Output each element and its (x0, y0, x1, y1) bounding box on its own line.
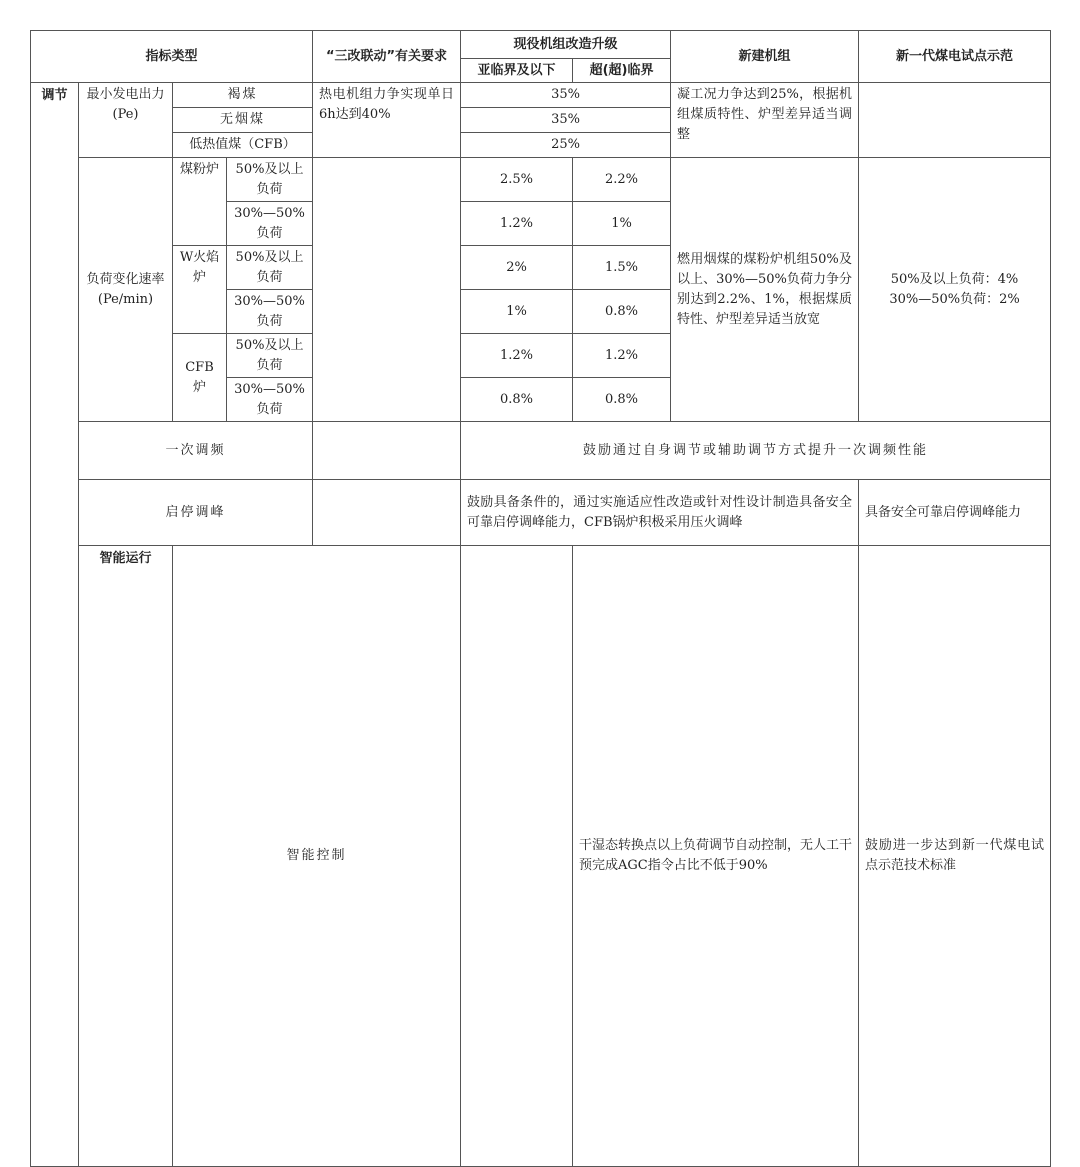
header-subcritical: 亚临界及以下 (461, 59, 573, 83)
load-level: 50%及以上负荷 (227, 334, 313, 378)
header-three-reforms: “三改联动”有关要求 (313, 31, 461, 83)
coal-type-lignite: 褐煤 (173, 83, 313, 108)
load-level: 30%—50%负荷 (227, 202, 313, 246)
smart-control-label: 智能控制 (173, 546, 461, 1167)
coal-type-low-heat: 低热值煤（CFB） (173, 133, 313, 158)
section-regulation: 调节 (31, 83, 79, 1167)
load-level: 50%及以上负荷 (227, 158, 313, 202)
primary-freq-label: 一次调频 (79, 422, 313, 480)
rate-sub: 1.2% (461, 334, 573, 378)
min-output-new-units: 凝工况力争达到25%，根据机组煤质特性、炉型差异适当调整 (671, 83, 859, 158)
boiler-w-flame: W火焰炉 (173, 246, 227, 334)
next-gen-rate-high: 50%及以上负荷：4% (890, 271, 1019, 287)
rate-sub: 2.5% (461, 158, 573, 202)
header-indicator-type: 指标类型 (31, 31, 313, 83)
load-rate-new-units: 燃用烟煤的煤粉炉机组50%及以上、30%—50%负荷力争分别达到2.2%、1%，根据煤质特性、炉型差异适当放宽 (671, 158, 859, 422)
boiler-cfb: CFB炉 (173, 334, 227, 422)
smart-three-reforms (461, 546, 573, 1167)
rate-super: 0.8% (573, 378, 671, 422)
min-output-value-lignite: 35% (461, 83, 671, 108)
coal-power-indicator-table (30, 30, 1051, 1167)
start-stop-text: 鼓励具备条件的，通过实施适应性改造或针对性设计制造具备安全可靠启停调峰能力，CFB锅炉积极采用压火调峰 (461, 480, 859, 546)
rate-sub: 1.2% (461, 202, 573, 246)
min-output-label: 最小发电出力(Pe) (79, 83, 173, 158)
rate-super: 1% (573, 202, 671, 246)
start-stop-label: 启停调峰 (79, 480, 313, 546)
smart-existing-text: 干湿态转换点以上负荷调节自动控制，无人工干预完成AGC指令占比不低于90% (573, 546, 859, 1167)
smart-new-units-text: 鼓励进一步达到新一代煤电试点示范技术标准 (859, 546, 1051, 1167)
min-output-requirement: 热电机组力争实现单日6h达到40% (313, 83, 461, 158)
load-rate-label: 负荷变化速率(Pe/min) (79, 158, 173, 422)
header-supercritical: 超(超)临界 (573, 59, 671, 83)
rate-super: 0.8% (573, 290, 671, 334)
rate-sub: 2% (461, 246, 573, 290)
next-gen-rate-low: 30%—50%负荷：2% (889, 291, 1020, 307)
header-new-units: 新建机组 (671, 31, 859, 83)
load-level: 30%—50%负荷 (227, 290, 313, 334)
section-smart-operation: 智能运行 (79, 546, 173, 1167)
load-level: 30%—50%负荷 (227, 378, 313, 422)
min-output-value-anthracite: 35% (461, 108, 671, 133)
load-rate-three-reforms (313, 158, 461, 422)
rate-sub: 0.8% (461, 378, 573, 422)
boiler-pulverized: 煤粉炉 (173, 158, 227, 246)
rate-super: 1.2% (573, 334, 671, 378)
header-existing-upgrade: 现役机组改造升级 (461, 31, 671, 59)
min-output-next-gen (859, 83, 1051, 158)
header-next-gen: 新一代煤电试点示范 (859, 31, 1051, 83)
load-level: 50%及以上负荷 (227, 246, 313, 290)
primary-freq-three-reforms (313, 422, 461, 480)
min-output-value-low-heat: 25% (461, 133, 671, 158)
coal-type-anthracite: 无烟煤 (173, 108, 313, 133)
start-stop-next-gen: 具备安全可靠启停调峰能力 (859, 480, 1051, 546)
primary-freq-text: 鼓励通过自身调节或辅助调节方式提升一次调频性能 (461, 422, 1051, 480)
load-rate-next-gen (859, 158, 1051, 422)
rate-super: 2.2% (573, 158, 671, 202)
start-stop-three-reforms (313, 480, 461, 546)
rate-sub: 1% (461, 290, 573, 334)
rate-super: 1.5% (573, 246, 671, 290)
